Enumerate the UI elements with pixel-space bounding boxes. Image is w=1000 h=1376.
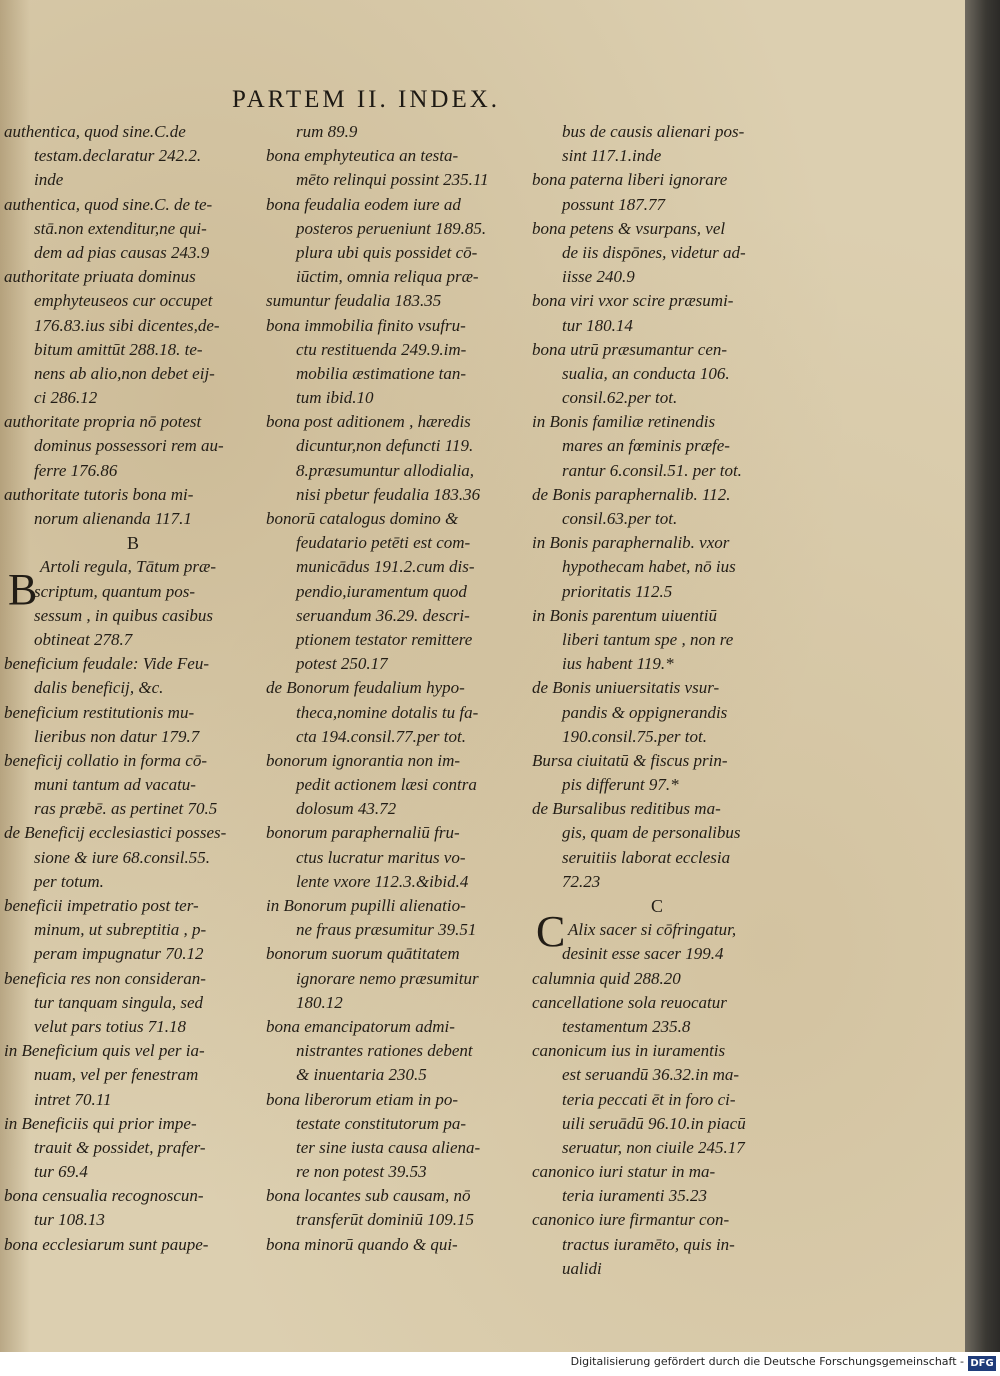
index-entry-line: testamentum 235.8 bbox=[562, 1016, 691, 1036]
index-entry-line: prioritatis 112.5 bbox=[562, 581, 673, 601]
index-entry-line: bona viri vxor scire præsumi- bbox=[532, 291, 734, 311]
dropcap-b: B bbox=[8, 565, 38, 614]
index-entry-line: re non potest 39.53 bbox=[296, 1162, 427, 1182]
index-entry-line: ctus lucratur maritus vo- bbox=[296, 847, 466, 867]
index-entry-line: de Bonis paraphernalib. 112. bbox=[532, 484, 731, 504]
index-entry-line: gis, quam de personalibus bbox=[562, 823, 741, 843]
index-entry-line: 72.23 bbox=[562, 871, 601, 891]
index-entry-line: bona censualia recognoscun- bbox=[4, 1186, 204, 1206]
index-entry-line: dolosum 43.72 bbox=[296, 799, 397, 819]
index-entry-line: bona paterna liberi ignorare bbox=[532, 170, 728, 190]
index-entry-line: Artoli regula, Tātum præ- bbox=[40, 557, 216, 577]
index-entry-line: in Beneficium quis vel per ia- bbox=[4, 1041, 205, 1061]
index-entry-line: ferre 176.86 bbox=[34, 460, 118, 480]
index-entry-line: iūctim, omnia reliqua præ- bbox=[296, 267, 479, 287]
index-entry-line: bona emphyteutica an testa- bbox=[266, 146, 459, 166]
index-entry-line: cancellatione sola reuocatur bbox=[532, 992, 727, 1012]
index-entry-line: authoritate propria nō potest bbox=[4, 412, 202, 432]
index-entry-line: bona minorū quando & qui- bbox=[266, 1234, 458, 1254]
index-entry-line: rum 89.9 bbox=[296, 122, 358, 141]
index-entry-line: seruitiis laborat ecclesia bbox=[562, 847, 731, 867]
index-entry-line: nens ab alio,non debet eij- bbox=[34, 363, 215, 383]
index-entry-line: 8.præsumuntur allodialia, bbox=[296, 460, 475, 480]
index-entry-line: de Bonis uniuersitatis vsur- bbox=[532, 678, 720, 698]
index-entry-line: feudatario petēti est com- bbox=[296, 533, 471, 553]
index-entry-line: consil.62.per tot. bbox=[562, 388, 678, 408]
index-entry-line: 190.consil.75.per tot. bbox=[562, 726, 707, 746]
index-entry-line: posteros perueniunt 189.85. bbox=[296, 218, 487, 238]
index-entry-line: tur tanquam singula, sed bbox=[34, 992, 204, 1012]
index-entry-line: bonorū catalogus domino & bbox=[266, 509, 459, 528]
index-entry-line: emphyteuseos cur occupet bbox=[34, 291, 213, 311]
index-entry-line: authentica, quod sine.C.de bbox=[4, 122, 186, 141]
index-entry-line: per totum. bbox=[34, 871, 104, 891]
index-entry-line: calumnia quid 288.20 bbox=[532, 968, 681, 988]
dropcap-c: C bbox=[536, 907, 566, 956]
index-entry-line: ter sine iusta causa aliena- bbox=[296, 1137, 481, 1157]
index-entry-line: in Bonis parentum uiuentiū bbox=[532, 605, 717, 625]
index-entry-line: scriptum, quantum pos- bbox=[34, 581, 196, 601]
index-entry-line: canonico iure firmantur con- bbox=[532, 1210, 730, 1230]
index-entry-line: plura ubi quis possidet cō- bbox=[296, 242, 478, 262]
index-entry-line: bona post aditionem , hæredis bbox=[266, 412, 471, 432]
index-entry-line: authoritate tutoris bona mi- bbox=[4, 484, 194, 504]
index-entry-line: B bbox=[126, 533, 139, 554]
index-entry-line: seruatur, non ciuile 245.17 bbox=[562, 1137, 745, 1157]
index-entry-line: bonorum paraphernaliū fru- bbox=[266, 823, 460, 843]
index-column-1 bbox=[4, 120, 262, 1257]
index-entry-line: tum ibid.10 bbox=[296, 388, 374, 408]
index-entry-line: ignorare nemo præsumitur bbox=[296, 968, 479, 988]
index-entry-line: teria iuramenti 35.23 bbox=[562, 1186, 707, 1206]
index-entry-line: tur 69.4 bbox=[34, 1162, 88, 1182]
index-entry-line: mēto relinqui possint 235.11 bbox=[296, 170, 489, 190]
index-entry-line: in Beneficiis qui prior impe- bbox=[4, 1113, 197, 1133]
index-entry-line: municādus 191.2.cum dis- bbox=[296, 557, 475, 577]
index-entry-line: sint 117.1.inde bbox=[562, 146, 662, 166]
index-entry-line: bona locantes sub causam, nō bbox=[266, 1186, 471, 1206]
dfg-logo: DFG bbox=[968, 1356, 996, 1371]
index-entry-line: bona emancipatorum admi- bbox=[266, 1016, 455, 1036]
index-entry-line: ne fraus præsumitur 39.51 bbox=[296, 920, 477, 940]
index-entry-line: est seruandū 36.32.in ma- bbox=[562, 1065, 740, 1085]
index-entry-line: bus de causis alienari pos- bbox=[562, 122, 745, 141]
index-entry-line: & inuentaria 230.5 bbox=[296, 1065, 427, 1085]
index-entry-line: de Beneficij ecclesiastici posses- bbox=[4, 823, 227, 843]
index-entry-line: nistrantes rationes debent bbox=[296, 1041, 473, 1061]
running-header: PARTEM II. INDEX. bbox=[232, 86, 501, 113]
index-entry-line: stā.non extenditur,ne qui- bbox=[34, 218, 207, 238]
index-entry-line: theca,nomine dotalis tu fa- bbox=[296, 702, 479, 722]
index-entry-line: potest 250.17 bbox=[296, 654, 388, 674]
index-entry-line: mares an fœminis præfe- bbox=[562, 436, 730, 456]
index-entry-line: bona liberorum etiam in po- bbox=[266, 1089, 459, 1109]
index-entry-line: dominus possessori rem au- bbox=[34, 436, 224, 456]
footer-bar bbox=[0, 1352, 1000, 1376]
index-entry-line: in Bonorum pupilli alienatio- bbox=[266, 896, 466, 915]
index-entry-line: pendio,iuramentum quod bbox=[296, 581, 467, 601]
index-entry-line: nuam, vel per fenestram bbox=[34, 1065, 199, 1085]
index-entry-line: pedit actionem læsi contra bbox=[296, 775, 477, 795]
index-entry-line: authentica, quod sine.C. de te- bbox=[4, 194, 213, 214]
index-entry-line: seruandum 36.29. descri- bbox=[296, 605, 470, 625]
index-entry-line: cta 194.consil.77.per tot. bbox=[296, 726, 466, 746]
index-entry-line: sessum , in quibus casibus bbox=[34, 605, 213, 625]
index-entry-line: testam.declaratur 242.2. bbox=[34, 146, 202, 166]
index-entry-line: ras præbē. as pertinet 70.5 bbox=[34, 799, 218, 819]
index-entry-line: rantur 6.consil.51. per tot. bbox=[562, 460, 742, 480]
index-entry-line: canonicum ius in iuramentis bbox=[532, 1041, 726, 1061]
index-entry-line: norum alienanda 117.1 bbox=[34, 509, 192, 528]
index-entry-line: liberi tantum spe , non re bbox=[562, 629, 734, 649]
index-entry-line: possunt 187.77 bbox=[562, 194, 665, 214]
index-entry-line: tractus iuramēto, quis in- bbox=[562, 1234, 735, 1254]
index-entry-line: ci 286.12 bbox=[34, 388, 98, 408]
index-entry-line: minum, ut subreptitia , p- bbox=[34, 920, 207, 940]
index-entry-line: tur 180.14 bbox=[562, 315, 633, 335]
index-entry-line: uili seruādū 96.10.in piacū bbox=[562, 1113, 746, 1133]
index-entry-line: ptionem testator remittere bbox=[296, 629, 473, 649]
index-entry-line: beneficium restitutionis mu- bbox=[4, 702, 195, 722]
index-entry-line: in Bonis familiæ retinendis bbox=[532, 412, 716, 432]
index-entry-line: de iis dispōnes, videtur ad- bbox=[562, 242, 746, 262]
index-entry-line: pis differunt 97.* bbox=[562, 775, 679, 795]
index-entry-line: 176.83.ius sibi dicentes,de- bbox=[34, 315, 220, 335]
index-entry-line: mobilia æstimatione tan- bbox=[296, 363, 466, 383]
index-entry-line: beneficia res non consideran- bbox=[4, 968, 206, 988]
index-entry-line: tur 108.13 bbox=[34, 1210, 105, 1230]
index-entry-line: desinit esse sacer 199.4 bbox=[562, 944, 724, 964]
index-entry-line: bonorum suorum quātitatem bbox=[266, 944, 460, 964]
index-entry-line: 180.12 bbox=[296, 992, 343, 1012]
index-entry-line: lente vxore 112.3.&ibid.4 bbox=[296, 871, 469, 891]
index-entry-line: trauit & possidet, prafer- bbox=[34, 1137, 206, 1157]
index-entry-line: sualia, an conducta 106. bbox=[562, 363, 730, 383]
index-entry-line: ctu restituenda 249.9.im- bbox=[296, 339, 467, 359]
index-entry-line: in Bonis paraphernalib. vxor bbox=[532, 533, 730, 553]
index-entry-line: muni tantum ad vacatu- bbox=[34, 775, 196, 795]
index-entry-line: inde bbox=[34, 170, 64, 190]
index-entry-line: dicuntur,non defuncti 119. bbox=[296, 436, 474, 456]
index-entry-line: iisse 240.9 bbox=[562, 267, 635, 287]
index-entry-line: canonico iuri statur in ma- bbox=[532, 1162, 716, 1182]
index-entry-line: bona ecclesiarum sunt paupe- bbox=[4, 1234, 209, 1254]
index-entry-line: bona petens & vsurpans, vel bbox=[532, 218, 726, 238]
index-entry-line: C bbox=[650, 896, 663, 916]
index-column-2 bbox=[266, 120, 534, 1257]
index-entry-line: ius habent 119.* bbox=[562, 654, 674, 674]
index-entry-line: de Bursalibus reditibus ma- bbox=[532, 799, 721, 819]
index-entry-line: beneficij collatio in forma cō- bbox=[4, 750, 208, 770]
index-entry-line: ualidi bbox=[562, 1258, 602, 1278]
index-entry-line: authoritate priuata dominus bbox=[4, 267, 196, 287]
index-entry-line: bona feudalia eodem iure ad bbox=[266, 194, 461, 214]
index-entry-line: intret 70.11 bbox=[34, 1089, 112, 1109]
index-entry-line: bona utrū præsumantur cen- bbox=[532, 339, 728, 359]
index-entry-line: bitum amittūt 288.18. te- bbox=[34, 339, 203, 359]
index-entry-line: sumuntur feudalia 183.35 bbox=[266, 291, 442, 311]
index-entry-line: testate constitutorum pa- bbox=[296, 1113, 466, 1133]
index-entry-line: beneficii impetratio post ter- bbox=[4, 896, 199, 915]
index-entry-line: teria peccati ēt in foro ci- bbox=[562, 1089, 736, 1109]
index-entry-line: velut pars totius 71.18 bbox=[34, 1016, 187, 1036]
index-entry-line: sione & iure 68.consil.55. bbox=[34, 847, 210, 867]
index-entry-line: pandis & oppignerandis bbox=[562, 702, 728, 722]
index-entry-line: obtineat 278.7 bbox=[34, 629, 133, 649]
index-entry-line: transferūt dominiū 109.15 bbox=[296, 1210, 475, 1230]
index-entry-line: hypothecam habet, nō ius bbox=[562, 557, 736, 577]
index-entry-line: peram impugnatur 70.12 bbox=[34, 944, 204, 964]
index-entry-line: dem ad pias causas 243.9 bbox=[34, 242, 210, 262]
index-entry-line: Alix sacer si cōfringatur, bbox=[568, 920, 737, 940]
index-entry-line: de Bonorum feudalium hypo- bbox=[266, 678, 465, 698]
index-entry-line: lieribus non datur 179.7 bbox=[34, 726, 200, 746]
index-entry-line: Bursa ciuitatū & fiscus prin- bbox=[532, 750, 728, 770]
index-entry-line: dalis beneficij, &c. bbox=[34, 678, 164, 698]
page-edge bbox=[965, 0, 1000, 1352]
index-entry-line: bona immobilia finito vsufru- bbox=[266, 315, 466, 335]
index-entry-line: beneficium feudale: Vide Feu- bbox=[4, 654, 210, 674]
index-entry-line: bonorum ignorantia non im- bbox=[266, 750, 461, 770]
footer-credit: Digitalisierung gefördert durch die Deutsche Forschungsgemeinschaft - bbox=[570, 1355, 964, 1368]
index-entry-line: nisi pbetur feudalia 183.36 bbox=[296, 484, 481, 504]
index-entry-line: consil.63.per tot. bbox=[562, 509, 678, 528]
index-column-3 bbox=[532, 120, 782, 1281]
